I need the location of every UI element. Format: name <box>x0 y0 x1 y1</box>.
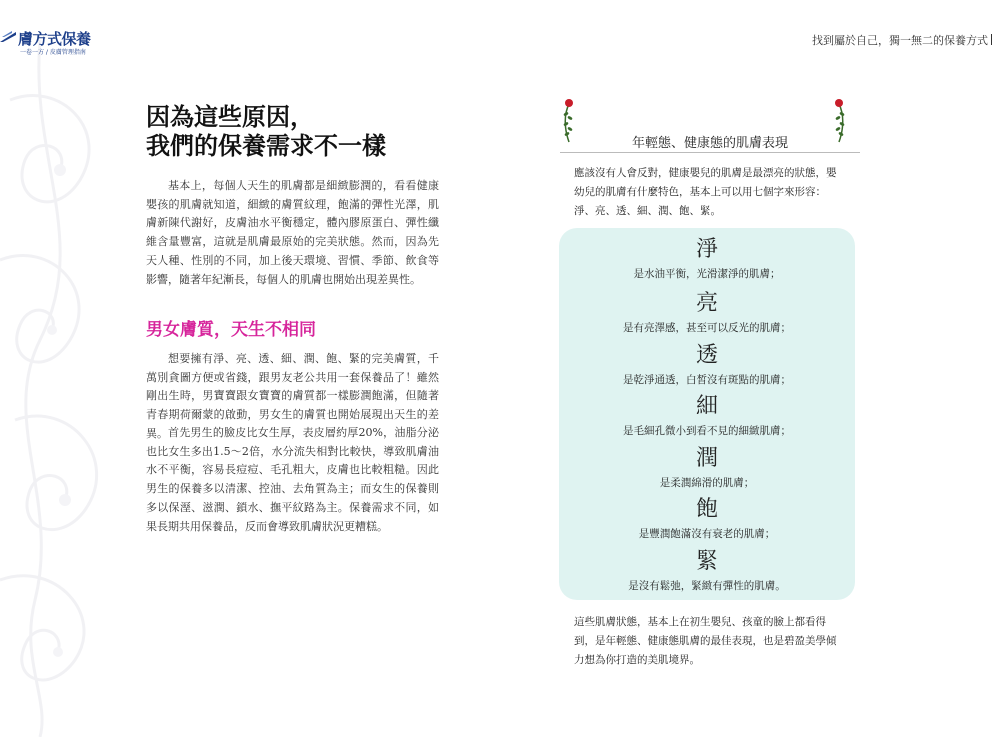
quality-item <box>559 447 855 490</box>
quality-char: 亮 <box>695 291 718 316</box>
brand-subtitle: 一卷一方 / 皮膚管理指南 <box>20 49 86 56</box>
quality-desc: 是柔潤綿滑的肌膚； <box>659 477 755 489</box>
section-subheading: 男女膚質，天生不相同 <box>146 320 316 340</box>
quality-char: 潤 <box>695 446 718 471</box>
tagline-divider <box>991 34 992 45</box>
main-heading-line-2: 我們的保養需求不一樣 <box>146 131 386 160</box>
baroque-ornament <box>0 40 130 737</box>
brand-name: 膚方式保養 <box>18 30 91 48</box>
main-heading <box>146 102 386 160</box>
quality-char: 細 <box>695 394 718 419</box>
brand-mark-icon <box>0 30 16 44</box>
quality-char: 透 <box>695 343 718 368</box>
quality-item <box>559 238 855 281</box>
skin-qualities-panel <box>559 228 855 600</box>
quality-item <box>559 395 855 438</box>
quality-char: 緊 <box>695 549 718 574</box>
quality-item <box>559 550 855 593</box>
body-paragraph-2: 首先男生的臉皮比女生厚，表皮層約厚20%，油脂分泌也比女生多出1.5～2倍，水分流失相對比較快，導致肌膚油水不平衡，容易長痘痘、毛孔粗大，皮膚也比較粗糙。因此男生的保養多以清潔、控油、去角質為主；而女生的保養則多以保溼、滋潤、鎖水、撫平紋路為主。保養需求不同，如果長期共用保養品，反而會導致肌膚狀況更糟糕。 <box>146 426 439 533</box>
page-tagline <box>812 32 992 48</box>
intro-paragraph: 基本上，每個人天生的肌膚都是細緻膨潤的，看看健康嬰孩的肌膚就知道，細緻的膚質紋理，飽滿的彈性光澤，肌膚新陳代謝好，皮膚油水平衡穩定，體內膠原蛋白、彈性纖維含量豐富，這就是肌膚最原始的完美狀態。然而，因為先天人種、性別的不同，加上後天環境、習慣、季節、飲食等影響，隨著年紀漸長，每個人的肌膚也開始出現差異性。 <box>146 179 439 286</box>
quality-item <box>559 344 855 387</box>
page-header <box>0 22 1000 62</box>
main-heading-line-1: 因為這些原因， <box>146 102 314 131</box>
quality-char: 飽 <box>695 497 718 522</box>
quality-desc: 是毛細孔微小到看不見的細緻肌膚； <box>623 425 791 437</box>
sidebar-title: 年輕態、健康態的肌膚表現 <box>631 136 788 151</box>
tagline-text: 找到屬於自己，獨一無二的保養方式 <box>812 34 988 47</box>
quality-item <box>559 292 855 335</box>
quality-desc: 是沒有鬆弛，緊緻有彈性的肌膚。 <box>628 580 786 592</box>
quality-desc: 是乾淨通透，白皙沒有斑點的肌膚； <box>623 374 791 386</box>
quality-item <box>559 498 855 541</box>
body-paragraph-1: 想要擁有淨、亮、透、細、潤、飽、緊的完美膚質，千萬別貪圖方便或省錢，跟男友老公共用一套保養品了！雖然剛出生時，男寶寶跟女寶寶的膚質都一樣膨潤飽滿，但隨著青春期荷爾蒙的啟動，男女生的膚質也開始展現出天生的差異。 <box>146 352 439 440</box>
title-divider <box>560 152 860 153</box>
quality-desc: 是有亮澤感，甚至可以反光的肌膚； <box>623 322 791 334</box>
quality-char: 淨 <box>695 237 718 262</box>
sidebar-conclusion: 這些肌膚狀態，基本上在初生嬰兒、孩童的臉上都看得到，是年輕態、健康態肌膚的最佳表現，也是碧盈美學傾力想為你打造的美肌境界。 <box>574 616 837 666</box>
quality-desc: 是水油平衡，光滑潔淨的肌膚； <box>633 268 781 280</box>
quality-desc: 是豐潤飽滿沒有衰老的肌膚； <box>638 528 776 540</box>
sidebar-intro: 應該沒有人會反對，健康嬰兒的肌膚是最漂亮的狀態，嬰幼兒的肌膚有什麼特色，基本上可以用七個字來形容：淨、亮、透、細、潤、飽、緊。 <box>574 167 837 217</box>
